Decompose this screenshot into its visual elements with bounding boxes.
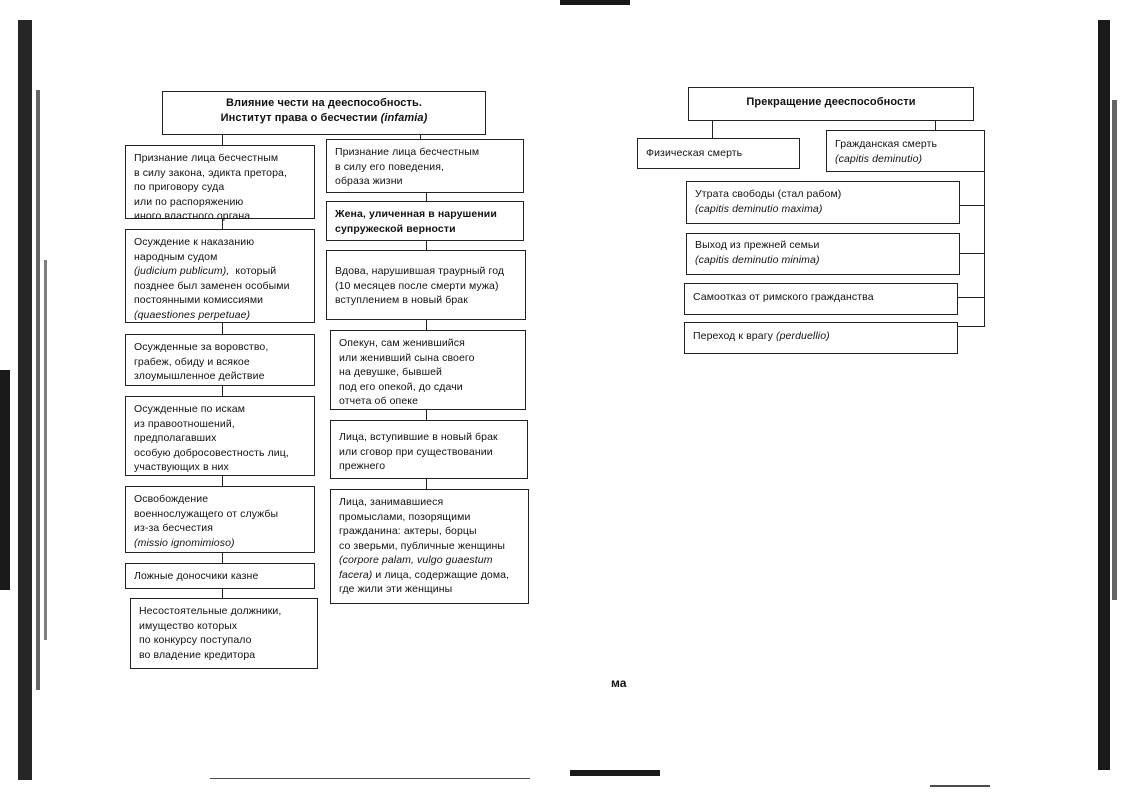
defection-box: Переход к врагу (perduellio) xyxy=(684,322,958,354)
scan-bottom-line-2 xyxy=(930,785,990,787)
scan-edge-right-2 xyxy=(1112,100,1117,600)
scan-edge-left-3 xyxy=(44,260,47,640)
scan-edge-left xyxy=(18,20,32,780)
col2-box-2: Жена, уличенная в нарушении супружеской верности xyxy=(326,201,524,241)
col1-box-1: Признание лица бесчестным в силу закона, эдикта претора, по приговору суда или по распоряжению иного властного органа xyxy=(125,145,315,219)
col1-box-4: Осужденные по искам из правоотношений, предполагавших особую добросовестность лиц, участвующих в них xyxy=(125,396,315,476)
scan-edge-right xyxy=(1098,20,1110,770)
civil-death-box: Гражданская смерть (capitis deminutio) xyxy=(826,130,985,172)
col1-box-5: Освобождение военнослужащего от службы из-за бесчестия (missio ignomimioso) xyxy=(125,486,315,553)
left-title-box xyxy=(162,91,486,135)
connector xyxy=(935,121,936,130)
col1-box-3: Осужденные за воровство, грабеж, обиду и всякое злоумышленное действие xyxy=(125,334,315,386)
left-title-line2: Институт права о бесчестии (infamia) xyxy=(220,112,428,124)
left-title-line1: Влияние чести на дееспособность. xyxy=(226,97,422,109)
scan-bottom-line xyxy=(210,778,530,779)
connector xyxy=(960,253,985,254)
connector xyxy=(958,297,985,298)
right-spine xyxy=(984,172,985,326)
family-exit-box: Выход из прежней семьи (capitis deminutio minima) xyxy=(686,233,960,275)
scan-top-spine xyxy=(560,0,630,5)
scan-edge-left-4 xyxy=(0,370,10,590)
col2-box-4: Опекун, сам женившийся или женивший сына своего на девушке, бывшей под его опекой, до сдачи отчета об опеке xyxy=(330,330,526,410)
col2-box-5: Лица, вступившие в новый брак или сговор при существовании прежнего xyxy=(330,420,528,479)
col1-box-6: Ложные доносчики казне xyxy=(125,563,315,589)
physical-death-box: Физическая смерть xyxy=(637,138,800,169)
page-mark: ма xyxy=(611,676,627,690)
col2-box-1: Признание лица бесчестным в силу его поведения, образа жизни xyxy=(326,139,524,193)
scan-bottom-spine xyxy=(570,770,660,776)
connector xyxy=(712,121,713,138)
connector xyxy=(958,326,985,327)
col2-box-3: Вдова, нарушившая траурный год (10 месяцев после смерти мужа) вступлением в новый брак xyxy=(326,250,526,320)
scan-edge-left-2 xyxy=(36,90,40,690)
renounce-citizenship-box: Самоотказ от римского гражданства xyxy=(684,283,958,315)
col1-box-7: Несостоятельные должники, имущество которых по конкурсу поступало во владение кредитора xyxy=(130,598,318,669)
right-title-box: Прекращение дееспособности xyxy=(688,87,974,121)
loss-freedom-box: Утрата свободы (стал рабом) (capitis deminutio maxima) xyxy=(686,181,960,224)
col1-box-2: Осуждение к наказанию народным судом (judicium publicum), который позднее был заменен особыми постоянными комиссиями (quaestiones perpetuae) xyxy=(125,229,315,323)
connector xyxy=(222,135,223,145)
connector xyxy=(960,205,985,206)
col2-box-6: Лица, занимавшиеся промыслами, позорящими гражданина: актеры, борцы со зверьми, публичные женщины (corpore palam, vulgo guaestum facera) и лица, содержащие дома, где жили эти женщины xyxy=(330,489,529,604)
